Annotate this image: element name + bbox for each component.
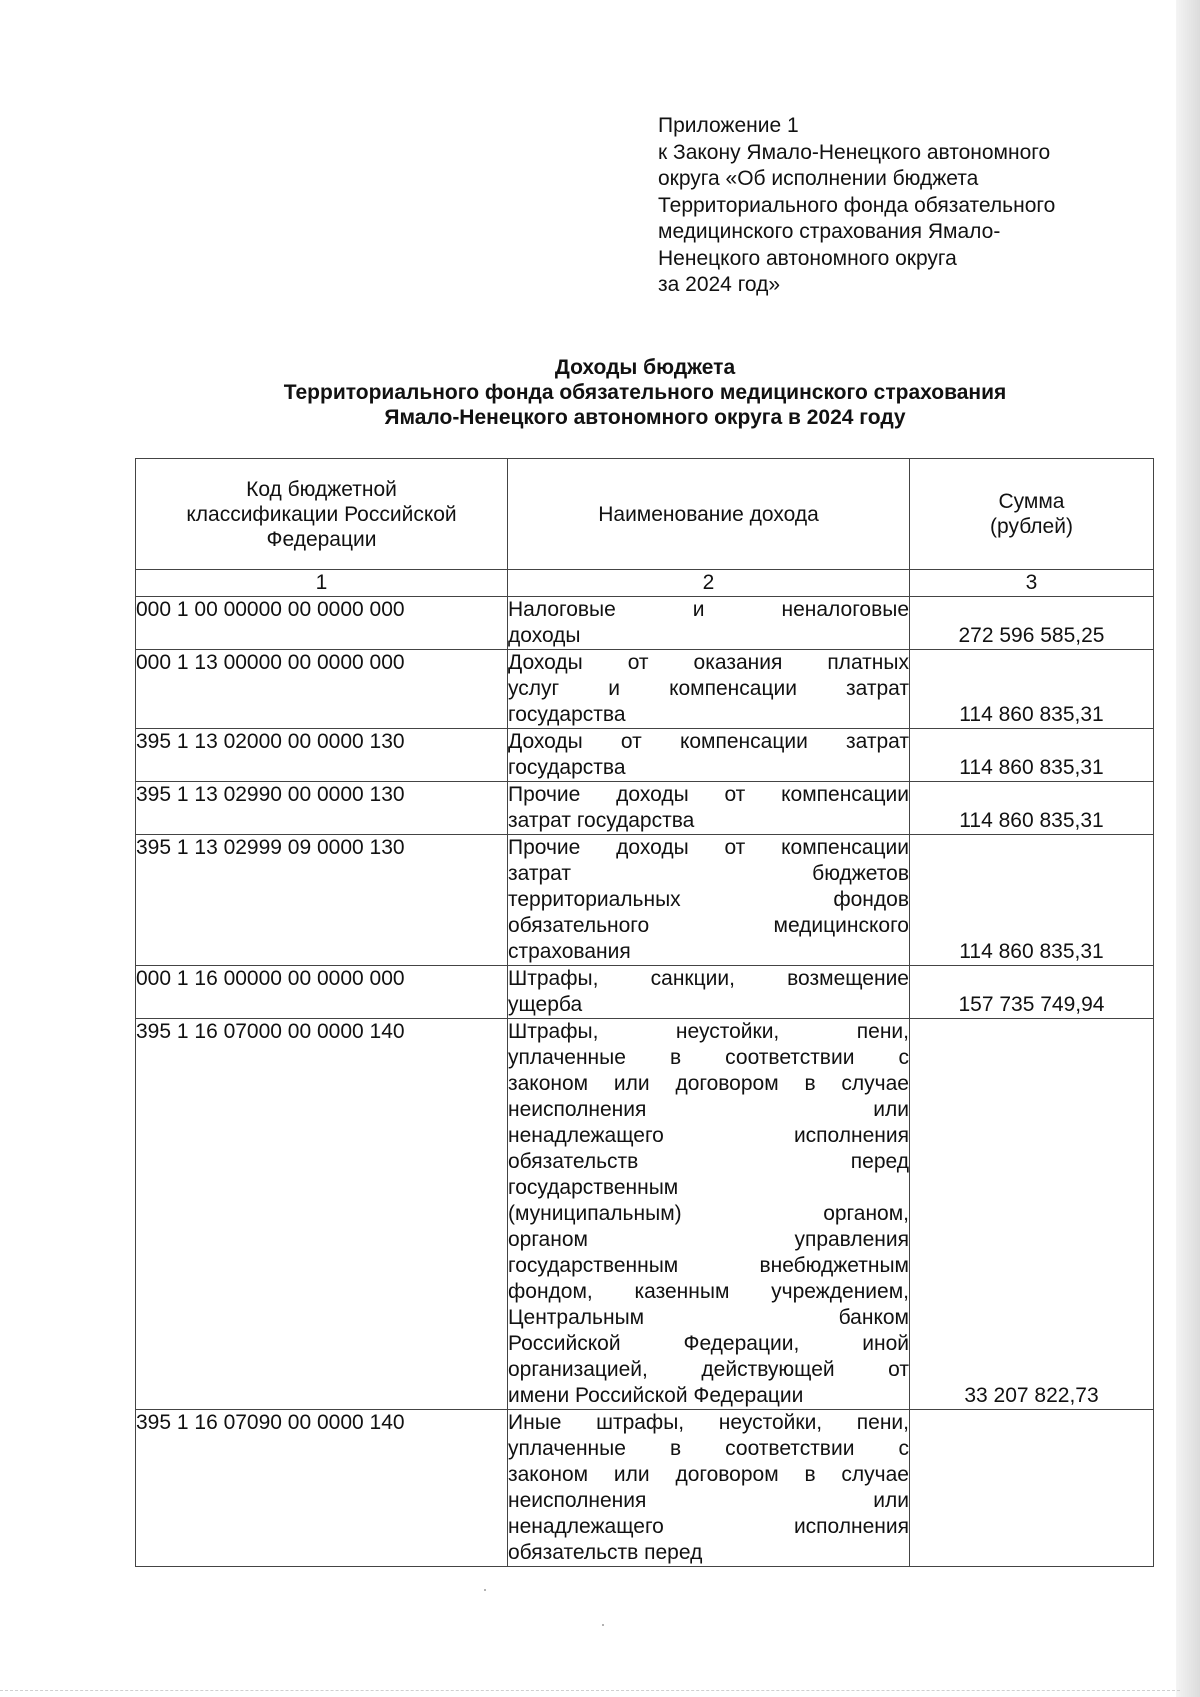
income-name-line bbox=[508, 1436, 909, 1462]
income-name-line bbox=[508, 913, 909, 939]
header-sum bbox=[910, 459, 1154, 570]
income-name-cell bbox=[508, 1410, 910, 1567]
income-name-word: затрат bbox=[846, 677, 909, 700]
income-name-line: страхования bbox=[508, 940, 631, 963]
title-line: Территориального фонда обязательного медицинского страхования bbox=[283, 381, 1007, 404]
income-name-word: от bbox=[724, 836, 746, 859]
income-name-word: фондов bbox=[833, 888, 909, 911]
amount-cell: 114 860 835,31 bbox=[910, 650, 1154, 729]
income-name-word: медицинского bbox=[773, 914, 909, 937]
table-row bbox=[136, 1410, 1154, 1567]
income-name-cell bbox=[508, 966, 910, 1019]
table-row bbox=[136, 650, 1154, 729]
income-name-word: обязательств bbox=[508, 1150, 639, 1173]
column-number: 3 bbox=[910, 570, 1154, 597]
income-name-line bbox=[508, 1462, 909, 1488]
income-name-line bbox=[508, 1123, 909, 1149]
income-name-word: компенсации bbox=[781, 836, 909, 859]
header-sum-line: (рублей) bbox=[990, 515, 1073, 538]
income-name-line bbox=[508, 1305, 909, 1331]
income-name-line bbox=[508, 1097, 909, 1123]
scan-speck bbox=[484, 1589, 486, 1591]
income-name-word: компенсации bbox=[679, 730, 808, 753]
budget-code-cell: 395 1 16 07090 00 0000 140 bbox=[136, 1410, 508, 1567]
scan-bottom-edge bbox=[0, 1690, 1180, 1692]
income-name-word: в bbox=[669, 1437, 682, 1460]
income-name-word: компенсации bbox=[669, 677, 797, 700]
title-line: Доходы бюджета bbox=[554, 356, 736, 379]
column-number: 2 bbox=[508, 570, 910, 597]
income-name-word: действующей bbox=[701, 1358, 835, 1381]
income-name-line bbox=[508, 966, 909, 992]
document-title bbox=[130, 355, 1160, 430]
income-name-word: Налоговые bbox=[508, 598, 616, 621]
income-name-cell bbox=[508, 650, 910, 729]
income-name-word: управления bbox=[794, 1228, 909, 1251]
table-row bbox=[136, 966, 1154, 1019]
income-name-line bbox=[508, 887, 909, 913]
income-name-line bbox=[508, 861, 909, 887]
income-name-word: Штрафы, bbox=[508, 1020, 599, 1043]
income-name-word: законом bbox=[508, 1463, 589, 1486]
income-name-line: государства bbox=[508, 756, 626, 779]
income-name-word: или bbox=[873, 1489, 909, 1512]
amount-cell: 114 860 835,31 bbox=[910, 729, 1154, 782]
income-name-word: Иные bbox=[508, 1411, 562, 1434]
income-name-word: от bbox=[627, 651, 649, 674]
income-name-word: учреждением, bbox=[771, 1280, 909, 1303]
income-name-line bbox=[508, 1331, 909, 1357]
income-name-word: от bbox=[724, 783, 746, 806]
income-name-word: затрат bbox=[846, 730, 909, 753]
income-name-word: неисполнения bbox=[508, 1098, 647, 1121]
income-name-line bbox=[508, 1149, 909, 1175]
appendix-note bbox=[658, 113, 1158, 299]
income-name-word: штрафы, bbox=[596, 1411, 685, 1434]
budget-code-cell: 000 1 00 00000 00 0000 000 bbox=[136, 597, 508, 650]
amount-cell: 114 860 835,31 bbox=[910, 782, 1154, 835]
table-row bbox=[136, 1019, 1154, 1410]
income-name-line: государственным bbox=[508, 1176, 679, 1199]
income-name-word: и bbox=[608, 677, 620, 700]
income-name-word: неустойки, bbox=[675, 1020, 780, 1043]
header-name-text: Наименование дохода bbox=[598, 502, 819, 526]
income-name-word: Прочие bbox=[508, 836, 581, 859]
income-name-word: соответствии bbox=[725, 1046, 855, 1069]
income-name-word: фондом, bbox=[508, 1280, 593, 1303]
income-name-word: компенсации bbox=[781, 783, 909, 806]
income-name-word: от bbox=[888, 1358, 909, 1381]
income-name-cell bbox=[508, 597, 910, 650]
income-name-line: ущерба bbox=[508, 993, 583, 1016]
income-name-word: перед bbox=[850, 1150, 909, 1173]
header-code-line: Федерации bbox=[266, 527, 377, 551]
income-name-line bbox=[508, 1357, 909, 1383]
income-name-cell bbox=[508, 1019, 910, 1410]
income-name-word: доходы bbox=[616, 836, 689, 859]
budget-code-cell: 000 1 13 00000 00 0000 000 bbox=[136, 650, 508, 729]
income-name-word: казенным bbox=[634, 1280, 730, 1303]
income-name-word: уплаченные bbox=[508, 1437, 626, 1460]
header-code-line: классификации Российской bbox=[186, 502, 457, 526]
income-name-line: государства bbox=[508, 703, 626, 726]
income-name-line: имени Российской Федерации bbox=[508, 1384, 804, 1407]
income-name-word: внебюджетным bbox=[759, 1254, 909, 1277]
income-name-line bbox=[508, 782, 909, 808]
amount-cell: 33 207 822,73 bbox=[910, 1019, 1154, 1410]
income-name-line: доходы bbox=[508, 624, 581, 647]
table-body bbox=[136, 597, 1154, 1567]
income-name-word: законом bbox=[508, 1072, 589, 1095]
income-name-word: Доходы bbox=[508, 651, 583, 674]
income-name-word: бюджетов bbox=[812, 862, 909, 885]
scan-speck bbox=[602, 1624, 604, 1626]
column-number: 1 bbox=[136, 570, 508, 597]
income-name-line bbox=[508, 1227, 909, 1253]
header-code bbox=[136, 459, 508, 570]
income-name-word: договором bbox=[675, 1463, 779, 1486]
income-name-line bbox=[508, 1279, 909, 1305]
income-name-word: Доходы bbox=[508, 730, 583, 753]
income-name-word: случае bbox=[841, 1072, 909, 1095]
income-name-word: с bbox=[898, 1046, 909, 1069]
page-edge-shadow bbox=[1176, 0, 1200, 1697]
income-name-word: неналоговые bbox=[781, 598, 909, 621]
income-name-line bbox=[508, 1045, 909, 1071]
appendix-line: медицинского страхования Ямало- bbox=[658, 220, 1001, 243]
income-name-word: исполнения bbox=[793, 1124, 909, 1147]
income-name-word: банком bbox=[838, 1306, 909, 1329]
table-row bbox=[136, 782, 1154, 835]
income-name-line bbox=[508, 1019, 909, 1045]
income-name-word: исполнения bbox=[793, 1515, 909, 1538]
income-name-line bbox=[508, 729, 909, 755]
income-name-word: соответствии bbox=[725, 1437, 855, 1460]
income-name-word: случае bbox=[841, 1463, 909, 1486]
header-row bbox=[136, 459, 1154, 570]
income-name-word: ненадлежащего bbox=[508, 1124, 664, 1147]
header-code-line: Код бюджетной bbox=[246, 477, 397, 501]
appendix-line: Ненецкого автономного округа bbox=[658, 246, 957, 270]
amount-cell: 114 860 835,31 bbox=[910, 835, 1154, 966]
income-name-line bbox=[508, 676, 909, 702]
income-name-word: (муниципальным) bbox=[508, 1202, 682, 1225]
income-name-cell bbox=[508, 729, 910, 782]
appendix-line: округа «Об исполнении бюджета bbox=[658, 167, 979, 190]
income-name-line bbox=[508, 1488, 909, 1514]
appendix-line: к Закону Ямало-Ненецкого автономного bbox=[658, 140, 1051, 164]
income-name-cell bbox=[508, 835, 910, 966]
income-name-line bbox=[508, 835, 909, 861]
income-name-word: доходы bbox=[616, 783, 689, 806]
amount-cell: 272 596 585,25 bbox=[910, 597, 1154, 650]
income-name-word: органом, bbox=[823, 1202, 909, 1225]
income-name-word: или bbox=[873, 1098, 909, 1121]
income-name-word: Прочие bbox=[508, 783, 581, 806]
appendix-line: Приложение 1 bbox=[658, 114, 799, 137]
appendix-line: за 2024 год» bbox=[658, 273, 781, 296]
income-name-word: пени, bbox=[856, 1411, 909, 1434]
appendix-line: Территориального фонда обязательного bbox=[658, 193, 1056, 217]
income-name-word: договором bbox=[675, 1072, 779, 1095]
budget-code-cell: 395 1 13 02999 09 0000 130 bbox=[136, 835, 508, 966]
income-name-word: Федерации, bbox=[683, 1332, 800, 1355]
income-name-word: уплаченные bbox=[508, 1046, 626, 1069]
income-name-word: Штрафы, bbox=[508, 967, 599, 990]
table-row bbox=[136, 597, 1154, 650]
income-name-word: и bbox=[692, 598, 705, 621]
income-name-word: санкции, bbox=[650, 967, 735, 990]
income-name-word: государственным bbox=[508, 1254, 679, 1277]
income-name-word: оказания bbox=[693, 651, 783, 674]
income-name-word: ненадлежащего bbox=[508, 1515, 664, 1538]
income-name-line bbox=[508, 1410, 909, 1436]
income-name-line bbox=[508, 650, 909, 676]
budget-code-cell: 000 1 16 00000 00 0000 000 bbox=[136, 966, 508, 1019]
budget-code-cell: 395 1 13 02990 00 0000 130 bbox=[136, 782, 508, 835]
amount-cell bbox=[910, 1410, 1154, 1567]
income-name-word: или bbox=[613, 1463, 650, 1486]
income-name-word: затрат bbox=[508, 862, 571, 885]
income-name-line bbox=[508, 597, 909, 623]
income-name-word: Центральным bbox=[508, 1306, 645, 1329]
income-table bbox=[135, 458, 1154, 1567]
income-name-word: неисполнения bbox=[508, 1489, 647, 1512]
header-sum-line: Сумма bbox=[998, 490, 1065, 513]
income-name-line bbox=[508, 1071, 909, 1097]
income-name-word: в bbox=[669, 1046, 682, 1069]
income-name-word: в bbox=[804, 1072, 816, 1095]
income-name-word: с bbox=[898, 1437, 909, 1460]
title-line: Ямало-Ненецкого автономного округа в 2024 году bbox=[384, 406, 906, 429]
income-name-word: от bbox=[620, 730, 642, 753]
income-name-word: иной bbox=[862, 1332, 909, 1355]
table-row bbox=[136, 835, 1154, 966]
income-name-word: обязательного bbox=[508, 914, 650, 937]
income-name-word: органом bbox=[508, 1228, 588, 1251]
income-name-word: Российской bbox=[508, 1332, 621, 1355]
budget-code-cell: 395 1 16 07000 00 0000 140 bbox=[136, 1019, 508, 1410]
income-name-word: возмещение bbox=[787, 967, 909, 990]
income-name-word: или bbox=[613, 1072, 650, 1095]
column-number-row bbox=[136, 570, 1154, 597]
budget-code-cell: 395 1 13 02000 00 0000 130 bbox=[136, 729, 508, 782]
income-name-word: неустойки, bbox=[718, 1411, 823, 1434]
amount-cell: 157 735 749,94 bbox=[910, 966, 1154, 1019]
income-name-word: пени, bbox=[856, 1020, 909, 1043]
income-name-line: затрат государства bbox=[508, 809, 695, 832]
income-name-word: платных bbox=[827, 651, 909, 674]
income-name-word: услуг bbox=[508, 677, 560, 700]
income-name-cell bbox=[508, 782, 910, 835]
income-name-line bbox=[508, 1201, 909, 1227]
header-name bbox=[508, 459, 910, 570]
income-name-word: в bbox=[804, 1463, 816, 1486]
income-name-line: обязательств перед bbox=[508, 1541, 703, 1564]
income-name-line bbox=[508, 1514, 909, 1540]
table-row bbox=[136, 729, 1154, 782]
income-name-word: территориальных bbox=[508, 888, 681, 911]
income-name-line bbox=[508, 1253, 909, 1279]
income-name-word: организацией, bbox=[508, 1358, 648, 1381]
